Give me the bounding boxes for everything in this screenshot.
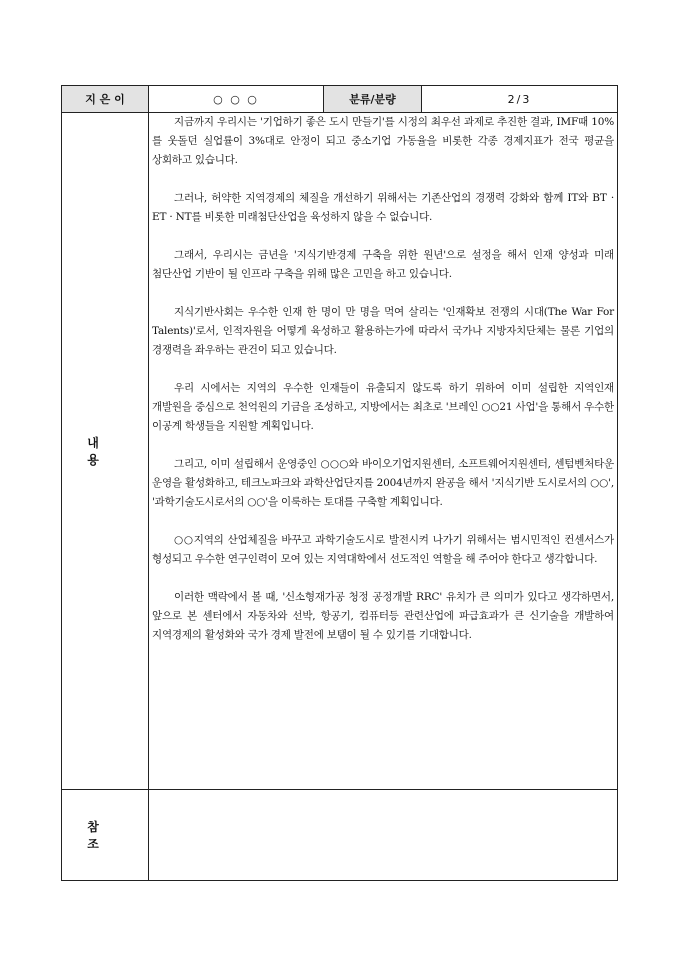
category-value: 2/3 (422, 86, 618, 113)
content-row (62, 113, 618, 790)
category-label: 분류/분량 (324, 86, 422, 113)
content-paragraph: ○○지역의 산업체질을 바꾸고 과학기술도시로 발전시켜 나가기 위해서는 범시민적인 컨센서스가 형성되고 우수한 연구인력이 모여 있는 지역대학에서 선도적인 역할을 해 주어야 한다고 생각합니다. (152, 534, 614, 565)
content-paragraph: 그러나, 허약한 지역경제의 체질을 개선하기 위해서는 기존산업의 경쟁력 강화와 함께 IT와 BT · ET · NT를 비롯한 미래첨단산업을 육성하지 않을 수 없습니다. (152, 192, 614, 223)
content-label: 내 용 (62, 113, 149, 790)
author-label: 지 은 이 (62, 86, 149, 113)
reference-body (149, 790, 618, 881)
content-body (149, 113, 618, 790)
author-value: ○ ○ ○ (149, 86, 324, 113)
content-paragraph: 그래서, 우리시는 금년을 '지식기반경제 구축을 위한 원년'으로 설정을 해서 인재 양성과 미래 첨단산업 기반이 될 인프라 구축을 위해 많은 고민을 하고 있습니다. (152, 249, 614, 280)
reference-label: 참 조 (62, 790, 149, 881)
content-paragraph: 지금까지 우리시는 '기업하기 좋은 도시 만들기'를 시정의 최우선 과제로 추진한 결과, IMF때 10%를 웃돌던 실업률이 3%대로 안정이 되고 중소기업 가동율을 비롯한 각종 경제지표가 전국 평균을 상회하고 있습니다. (152, 116, 614, 166)
content-paragraph: 그리고, 이미 설립해서 운영중인 ○○○와 바이오기업지원센터, 소프트웨어지원센터, 센텀벤처타운 운영을 활성화하고, 테크노파크와 과학산업단지를 2004년까지 완공을 해서 '지식기반 도시로서의 ○○', '과학기술도시로서의 ○○'을 이룩하는 토대를 구축할 계획입니다. (152, 458, 614, 508)
document-page (61, 85, 617, 881)
header-row (62, 86, 618, 113)
content-paragraph: 우리 시에서는 지역의 우수한 인재들이 유출되지 않도록 하기 위하여 이미 설립한 지역인재 개발원을 중심으로 천억원의 기금을 조성하고, 지방에서는 최초로 '브레인 ○○21 사업'을 통해서 우수한 이공계 학생들을 지원할 계획입니다. (152, 382, 614, 432)
content-paragraph: 지식기반사회는 우수한 인재 한 명이 만 명을 먹여 살리는 '인재확보 전쟁의 시대(The War For Talents)'로서, 인적자원을 어떻게 육성하고 활용하는가에 따라서 국가나 지방자치단체는 물론 기업의 경쟁력을 좌우하는 관건이 되고 있습니다. (152, 306, 614, 356)
reference-row (62, 790, 618, 881)
document-form-table (61, 85, 618, 881)
content-paragraph: 이러한 맥락에서 볼 때, '신소형재가공 청정 공정개발 RRC' 유치가 큰 의미가 있다고 생각하면서, 앞으로 본 센터에서 자동차와 선박, 항공기, 컴퓨터등 관련산업에 파급효과가 큰 신기술을 개발하여 지역경제의 활성화와 국가 경제 발전에 보탬이 될 수 있기를 기대합니다. (152, 591, 614, 641)
